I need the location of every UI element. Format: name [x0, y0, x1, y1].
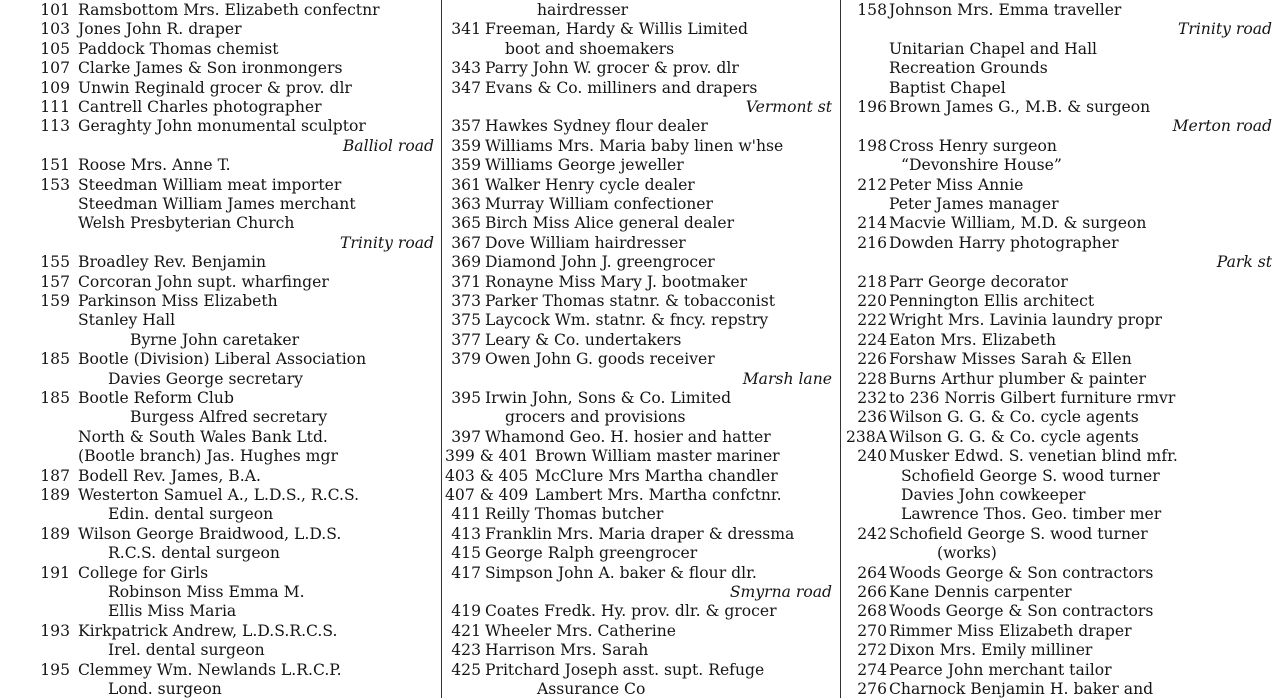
entry-text: Ellis Miss Maria [108, 602, 237, 621]
directory-entry [30, 79, 442, 98]
house-number: 189 [40, 486, 70, 504]
directory-entry [30, 447, 442, 466]
directory-entry [30, 195, 442, 214]
entry-text: College for Girls [78, 563, 209, 582]
directory-entry [443, 79, 840, 98]
entry-text: Coates Fredk. Hy. prov. dlr. & grocer [485, 602, 777, 621]
entry-text: Owen John G. goods receiver [485, 350, 715, 369]
house-number: 363 [451, 195, 481, 213]
house-number: 103 [40, 20, 70, 39]
entry-text: Edin. dental surgeon [108, 505, 274, 524]
directory-entry [843, 176, 1280, 195]
entry-text: Unitarian Chapel and Hall [889, 39, 1098, 58]
directory-entry [843, 564, 1280, 583]
directory-entry [443, 59, 840, 78]
entry-text: Walker Henry cycle dealer [485, 175, 695, 194]
house-number: 238A [845, 427, 887, 446]
directory-entry [843, 98, 1280, 117]
directory-entry [30, 59, 442, 78]
house-number: 212 [857, 175, 887, 194]
entry-text: Roose Mrs. Anne T. [78, 156, 231, 175]
entry-text: Welsh Presbyterian Church [78, 214, 295, 233]
directory-entry [30, 602, 442, 621]
house-number: 218 [857, 272, 887, 291]
entry-text: Byrne John caretaker [130, 330, 300, 349]
entry-text: Davies John cowkeeper [901, 486, 1086, 504]
house-number: 196 [857, 98, 887, 116]
directory-entry [30, 564, 442, 583]
directory-entry [843, 389, 1280, 408]
house-number: 371 [451, 272, 481, 291]
street-name: Park st [1216, 253, 1272, 272]
directory-entry [443, 622, 840, 641]
entry-text: Robinson Miss Emma M. [108, 583, 305, 601]
directory-entry [843, 486, 1280, 505]
directory-entry [30, 273, 442, 292]
entry-text: (Bootle branch) Jas. Hughes mgr [78, 447, 338, 466]
house-number: 399 & 401 [445, 447, 529, 466]
house-number: 407 & 409 [445, 486, 529, 504]
directory-entry [843, 1, 1280, 20]
house-number: 272 [857, 641, 887, 660]
directory-entry [30, 1, 442, 20]
entry-text: Wilson George Braidwood, L.D.S. [78, 524, 342, 543]
entry-text: Williams Mrs. Maria baby linen w'hse [485, 136, 784, 155]
directory-entry [843, 137, 1280, 156]
directory-entry [843, 331, 1280, 350]
directory-entry [843, 661, 1280, 680]
directory-entry [443, 40, 840, 59]
entry-text: Unwin Reginald grocer & prov. dlr [78, 78, 352, 97]
entry-text: grocers and provisions [505, 408, 686, 427]
entry-text: Reilly Thomas butcher [485, 505, 664, 524]
house-number: 101 [40, 1, 70, 19]
directory-entry [30, 622, 442, 641]
house-number: 193 [40, 621, 70, 640]
entry-text: Ronayne Miss Mary J. bootmaker [485, 272, 748, 291]
entry-text: Kane Dennis carpenter [889, 583, 1072, 601]
directory-entry [443, 331, 840, 350]
directory-entry [843, 311, 1280, 330]
directory-entry [30, 428, 442, 447]
entry-text: boot and shoemakers [505, 39, 675, 58]
directory-entry [30, 98, 442, 117]
house-number: 411 [451, 505, 481, 524]
directory-entry [443, 641, 840, 660]
house-number: 425 [451, 660, 481, 679]
entry-text: (works) [937, 544, 997, 563]
directory-entry [30, 583, 442, 602]
directory-entry [843, 40, 1280, 59]
house-number: 232 [857, 389, 887, 407]
entry-text: Assurance Co [537, 680, 646, 698]
directory-entry [843, 79, 1280, 98]
directory-entry [443, 311, 840, 330]
entry-text: Parry John W. grocer & prov. dlr [485, 59, 739, 78]
directory-entry [30, 117, 442, 136]
house-number: 276 [857, 680, 887, 698]
directory-entry [30, 661, 442, 680]
house-number: 187 [40, 466, 70, 485]
house-number: 226 [857, 350, 887, 369]
street-name: Balliol road [342, 136, 434, 155]
directory-entry [443, 156, 840, 175]
directory-entry [30, 331, 442, 350]
directory-entry [843, 195, 1280, 214]
directory-entry [443, 137, 840, 156]
entry-text: Pritchard Joseph asst. supt. Refuge [485, 660, 765, 679]
street-heading [843, 20, 1280, 39]
directory-entry [443, 20, 840, 39]
entry-text: Paddock Thomas chemist [78, 39, 279, 58]
directory-entry [843, 622, 1280, 641]
entry-text: Westerton Samuel A., L.D.S., R.C.S. [78, 486, 360, 504]
directory-entry [30, 156, 442, 175]
house-number: 214 [857, 214, 887, 233]
directory-entry [843, 350, 1280, 369]
house-number: 423 [451, 641, 481, 660]
directory-entry [443, 350, 840, 369]
entry-text: Macvie William, M.D. & surgeon [889, 214, 1147, 233]
directory-entry [30, 486, 442, 505]
entry-text: Geraghty John monumental sculptor [78, 117, 366, 136]
entry-text: Williams George jeweller [485, 156, 684, 175]
entry-text: Dixon Mrs. Emily milliner [889, 641, 1093, 660]
entry-text: hairdresser [537, 1, 629, 19]
directory-entry [30, 350, 442, 369]
entry-text: Lawrence Thos. Geo. timber mer [901, 505, 1162, 524]
entry-text: “Devonshire House” [901, 156, 1062, 175]
entry-text: Bootle Reform Club [78, 389, 234, 407]
entry-text: Davies George secretary [108, 369, 303, 388]
entry-text: Pearce John merchant tailor [889, 660, 1112, 679]
house-number: 264 [857, 563, 887, 582]
entry-text: North & South Wales Bank Ltd. [78, 427, 328, 446]
directory-entry [30, 40, 442, 59]
entry-text: Rimmer Miss Elizabeth draper [889, 621, 1132, 640]
entry-text: Kirkpatrick Andrew, L.D.S.R.C.S. [78, 621, 338, 640]
house-number: 359 [451, 136, 481, 155]
entry-text: Parr George decorator [889, 272, 1068, 291]
column-divider [441, 0, 442, 698]
house-number: 222 [857, 311, 887, 330]
directory-entry [843, 525, 1280, 544]
entry-text: Parker Thomas statnr. & tobacconist [485, 292, 775, 310]
entry-text: Steedman William James merchant [78, 195, 356, 213]
directory-entry [30, 253, 442, 272]
entry-text: Forshaw Misses Sarah & Ellen [889, 350, 1132, 369]
entry-text: Charnock Benjamin H. baker and [889, 680, 1154, 698]
street-heading [443, 370, 840, 389]
entry-text: Harrison Mrs. Sarah [485, 641, 649, 660]
directory-entry [30, 544, 442, 563]
directory-entry [30, 680, 442, 699]
directory-entry [843, 544, 1280, 563]
entry-text: Irel. dental surgeon [108, 641, 265, 660]
directory-entry [30, 467, 442, 486]
house-number: 369 [451, 253, 481, 272]
entry-text: Pennington Ellis architect [889, 292, 1095, 310]
directory-entry [443, 467, 840, 486]
entry-text: R.C.S. dental surgeon [108, 544, 280, 563]
house-number: 270 [857, 621, 887, 640]
entry-text: Irwin John, Sons & Co. Limited [485, 389, 732, 407]
house-number: 395 [451, 389, 481, 407]
entry-text: Hawkes Sydney flour dealer [485, 117, 708, 136]
entry-text: Clemmey Wm. Newlands L.R.C.P. [78, 660, 342, 679]
directory-entry [843, 292, 1280, 311]
directory-entry [443, 253, 840, 272]
entry-text: Franklin Mrs. Maria draper & dressma [485, 524, 795, 543]
directory-entry [443, 214, 840, 233]
house-number: 379 [451, 350, 481, 369]
entry-text: Burgess Alfred secretary [130, 408, 328, 427]
directory-entry [443, 117, 840, 136]
directory-entry [30, 311, 442, 330]
house-number: 359 [451, 156, 481, 175]
house-number: 341 [451, 20, 481, 39]
house-number: 220 [857, 292, 887, 310]
street-heading [30, 137, 442, 156]
entry-text: Wilson G. G. & Co. cycle agents [889, 427, 1139, 446]
street-name: Vermont st [745, 98, 832, 116]
entry-text: Cross Henry surgeon [889, 136, 1057, 155]
entry-text: Wilson G. G. & Co. cycle agents [889, 408, 1139, 427]
directory-entry [843, 602, 1280, 621]
directory-entry [443, 525, 840, 544]
directory-entry [443, 1, 840, 20]
house-number: 111 [40, 98, 70, 116]
street-heading [443, 583, 840, 602]
directory-entry [443, 292, 840, 311]
house-number: 415 [451, 544, 481, 563]
house-number: 357 [451, 117, 481, 136]
house-number: 373 [451, 292, 481, 310]
directory-entry [443, 505, 840, 524]
house-number: 268 [857, 602, 887, 621]
entry-text: Stanley Hall [78, 311, 176, 330]
house-number: 240 [857, 447, 887, 466]
entry-text: Brown James G., M.B. & surgeon [889, 98, 1151, 116]
entry-text: Lambert Mrs. Martha confctnr. [535, 486, 782, 504]
entry-text: Schofield George S. wood turner [889, 524, 1148, 543]
entry-text: Musker Edwd. S. venetian blind mfr. [889, 447, 1178, 466]
directory-entry [843, 214, 1280, 233]
entry-text: Recreation Grounds [889, 59, 1048, 78]
house-number: 397 [451, 427, 481, 446]
house-number: 419 [451, 602, 481, 621]
street-name: Trinity road [1177, 20, 1272, 39]
house-number: 109 [40, 78, 70, 97]
directory-entry [30, 525, 442, 544]
directory-entry [30, 389, 442, 408]
directory-entry [30, 505, 442, 524]
entry-text: Lond. surgeon [108, 680, 222, 698]
directory-entry [843, 156, 1280, 175]
house-number: 361 [451, 175, 481, 194]
entry-text: Broadley Rev. Benjamin [78, 253, 267, 272]
house-number: 347 [451, 78, 481, 97]
entry-text: Johnson Mrs. Emma traveller [889, 1, 1122, 19]
street-name: Marsh lane [742, 369, 832, 388]
directory-entry [443, 564, 840, 583]
house-number: 159 [40, 292, 70, 310]
directory-entry [443, 195, 840, 214]
directory-entry [843, 680, 1280, 699]
entry-text: Leary & Co. undertakers [485, 330, 682, 349]
entry-text: Baptist Chapel [889, 78, 1006, 97]
house-number: 242 [857, 524, 887, 543]
entry-text: Dowden Harry photographer [889, 233, 1119, 252]
directory-entry [443, 661, 840, 680]
directory-entry [843, 583, 1280, 602]
house-number: 274 [857, 660, 887, 679]
directory-entry [443, 176, 840, 195]
entry-text: Brown William master mariner [535, 447, 780, 466]
directory-entry [443, 680, 840, 699]
entry-text: Wright Mrs. Lavinia laundry propr [889, 311, 1162, 330]
directory-entry [443, 389, 840, 408]
directory-entry [843, 467, 1280, 486]
house-number: 236 [857, 408, 887, 427]
entry-text: Bodell Rev. James, B.A. [78, 466, 261, 485]
house-number: 189 [40, 524, 70, 543]
directory-entry [30, 408, 442, 427]
directory-entry [843, 428, 1280, 447]
directory-entry [443, 428, 840, 447]
house-number: 228 [857, 369, 887, 388]
house-number: 403 & 405 [445, 466, 529, 485]
directory-entry [30, 292, 442, 311]
street-heading [30, 234, 442, 253]
entry-text: McClure Mrs Martha chandler [535, 466, 778, 485]
house-number: 158 [857, 1, 887, 19]
entry-text: Woods George & Son contractors [889, 602, 1154, 621]
entry-text: Schofield George S. wood turner [901, 466, 1160, 485]
house-number: 266 [857, 583, 887, 601]
directory-entry [443, 234, 840, 253]
house-number: 413 [451, 524, 481, 543]
directory-entry [443, 544, 840, 563]
house-number: 107 [40, 59, 70, 78]
column-divider [840, 0, 841, 698]
entry-text: Woods George & Son contractors [889, 563, 1154, 582]
entry-text: Simpson John A. baker & flour dlr. [485, 563, 757, 582]
entry-text: George Ralph greengrocer [485, 544, 698, 563]
entry-text: Freeman, Hardy & Willis Limited [485, 20, 748, 39]
street-name: Trinity road [339, 233, 434, 252]
directory-entry [843, 641, 1280, 660]
entry-text: Jones John R. draper [78, 20, 242, 39]
directory-entry [443, 408, 840, 427]
house-number: 191 [40, 563, 70, 582]
house-number: 151 [40, 156, 70, 175]
street-heading [443, 98, 840, 117]
entry-text: Clarke James & Son ironmongers [78, 59, 343, 78]
entry-text: Bootle (Division) Liberal Association [78, 350, 367, 369]
directory-entry [30, 370, 442, 389]
entry-text: Birch Miss Alice general dealer [485, 214, 735, 233]
house-number: 421 [451, 621, 481, 640]
entry-text: Burns Arthur plumber & painter [889, 369, 1146, 388]
entry-text: Eaton Mrs. Elizabeth [889, 330, 1057, 349]
entry-text: Dove William hairdresser [485, 233, 686, 252]
house-number: 365 [451, 214, 481, 233]
house-number: 195 [40, 660, 70, 679]
entry-text: Evans & Co. milliners and drapers [485, 78, 758, 97]
entry-text: Parkinson Miss Elizabeth [78, 292, 278, 310]
street-name: Smyrna road [729, 583, 832, 601]
house-number: 113 [40, 117, 70, 136]
entry-text: Steedman William meat importer [78, 175, 342, 194]
house-number: 375 [451, 311, 481, 330]
entry-text: to 236 Norris Gilbert furniture rmvr [889, 389, 1176, 407]
directory-entry [30, 20, 442, 39]
house-number: 224 [857, 330, 887, 349]
entry-text: Corcoran John supt. wharfinger [78, 272, 329, 291]
house-number: 417 [451, 563, 481, 582]
directory-entry [443, 486, 840, 505]
entry-text: Peter James manager [889, 195, 1059, 213]
entry-text: Ramsbottom Mrs. Elizabeth confectnr [78, 1, 380, 19]
house-number: 198 [857, 136, 887, 155]
directory-entry [30, 214, 442, 233]
directory-entry [843, 408, 1280, 427]
entry-text: Laycock Wm. statnr. & fncy. repstry [485, 311, 769, 330]
house-number: 216 [857, 233, 887, 252]
entry-text: Cantrell Charles photographer [78, 98, 322, 116]
directory-entry [30, 176, 442, 195]
entry-text: Wheeler Mrs. Catherine [485, 621, 676, 640]
directory-entry [843, 447, 1280, 466]
directory-entry [30, 641, 442, 660]
directory-entry [843, 505, 1280, 524]
entry-text: Murray William confectioner [485, 195, 713, 213]
street-heading [843, 117, 1280, 136]
house-number: 105 [40, 39, 70, 58]
entry-text: Peter Miss Annie [889, 175, 1024, 194]
house-number: 185 [40, 350, 70, 369]
house-number: 153 [40, 175, 70, 194]
directory-entry [443, 273, 840, 292]
directory-entry [843, 59, 1280, 78]
directory-entry [443, 447, 840, 466]
house-number: 367 [451, 233, 481, 252]
house-number: 343 [451, 59, 481, 78]
house-number: 155 [40, 253, 70, 272]
street-name: Merton road [1172, 117, 1272, 136]
directory-entry [843, 370, 1280, 389]
house-number: 157 [40, 272, 70, 291]
entry-text: Diamond John J. greengrocer [485, 253, 715, 272]
directory-entry [443, 602, 840, 621]
house-number: 185 [40, 389, 70, 407]
directory-entry [843, 273, 1280, 292]
house-number: 377 [451, 330, 481, 349]
directory-entry [843, 234, 1280, 253]
entry-text: Whamond Geo. H. hosier and hatter [485, 427, 771, 446]
street-heading [843, 253, 1280, 272]
